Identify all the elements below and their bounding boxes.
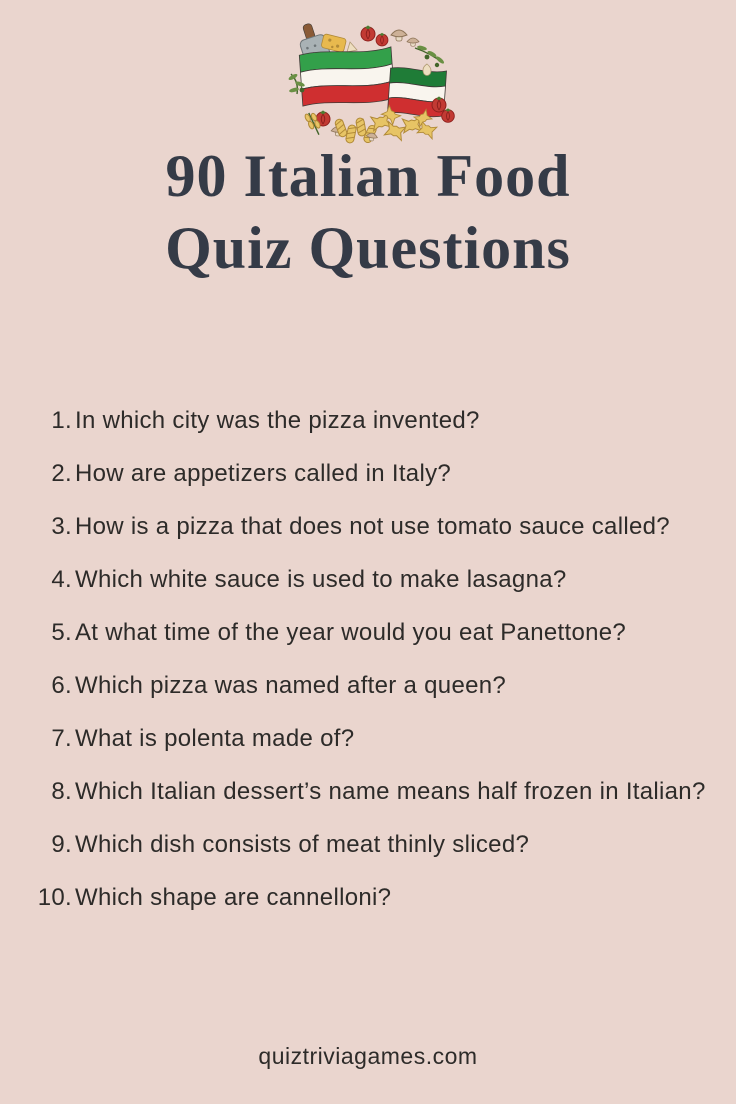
- question-text: How are appetizers called in Italy?: [75, 460, 452, 487]
- question-text: What is polenta made of?: [75, 725, 355, 752]
- question-number: 3.: [51, 513, 72, 540]
- tomato-icon: [361, 25, 375, 41]
- question-item: [26, 883, 706, 913]
- question-item: [26, 724, 706, 754]
- question-item: [26, 565, 706, 595]
- question-number: 9.: [51, 831, 72, 858]
- title-line-2: Quiz Questions: [165, 215, 571, 281]
- garlic-icon: [347, 42, 357, 52]
- question-item: [26, 406, 706, 436]
- question-item: [26, 512, 706, 542]
- question-item: [26, 777, 706, 807]
- question-number: 1.: [51, 407, 72, 434]
- question-number: 2.: [51, 460, 72, 487]
- question-number: 7.: [51, 725, 72, 752]
- tomato-icon: [376, 33, 388, 46]
- question-number: 4.: [51, 566, 72, 593]
- question-item: [26, 671, 706, 701]
- page-title: [0, 140, 736, 284]
- mushroom-icon: [407, 38, 419, 46]
- question-item: [26, 830, 706, 860]
- question-item: [26, 459, 706, 489]
- olive-branch-icon: [415, 45, 445, 67]
- garlic-icon: [423, 64, 431, 76]
- title-line-1: 90 Italian Food: [165, 143, 571, 209]
- question-text: How is a pizza that does not use tomato sauce called?: [75, 513, 670, 540]
- website-url: quiztriviagames.com: [258, 1043, 478, 1069]
- question-text: Which white sauce is used to make lasagna?: [75, 566, 567, 593]
- question-list: [26, 406, 706, 936]
- italian-flag-icon: [299, 47, 395, 107]
- question-number: 6.: [51, 672, 72, 699]
- question-text: Which shape are cannelloni?: [75, 884, 392, 911]
- question-number: 8.: [51, 778, 72, 805]
- mushroom-icon: [391, 30, 407, 41]
- question-text: Which Italian dessert’s name means half frozen in Italian?: [75, 778, 706, 805]
- question-text: At what time of the year would you eat Panettone?: [75, 619, 627, 646]
- question-text: Which pizza was named after a queen?: [75, 672, 507, 699]
- question-number: 10.: [37, 884, 72, 911]
- question-text: In which city was the pizza invented?: [75, 407, 480, 434]
- question-text: Which dish consists of meat thinly sliced?: [75, 831, 530, 858]
- italian-food-illustration: [275, 22, 461, 144]
- question-number: 5.: [51, 619, 72, 646]
- question-item: [26, 618, 706, 648]
